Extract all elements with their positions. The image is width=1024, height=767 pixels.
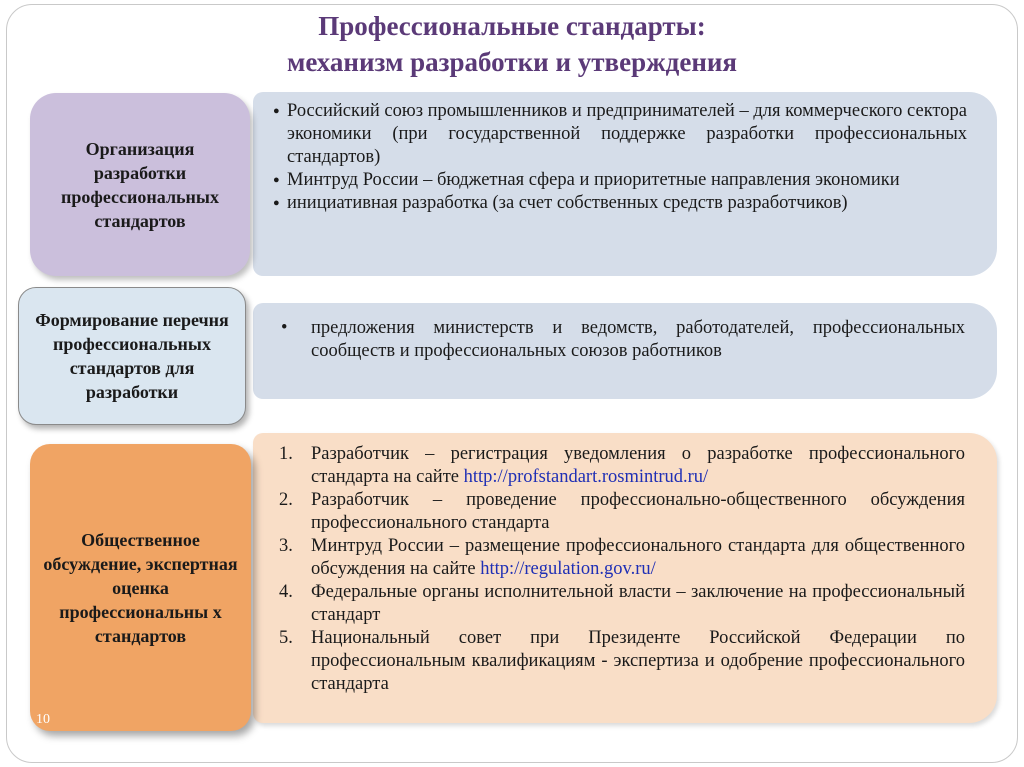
step-text: Разработчик – проведение профессионально-общественного обсуждения профессионального стандарта bbox=[311, 490, 965, 533]
discussion-content-panel bbox=[253, 433, 997, 723]
title-line-1: Профессиональные стандарты: bbox=[318, 11, 706, 41]
step-item bbox=[279, 581, 965, 627]
step-text: Федеральные органы исполнительной власти – заключение на профессиональный стандарт bbox=[311, 582, 965, 625]
step-number: 5. bbox=[279, 628, 293, 648]
discussion-steps-list bbox=[279, 443, 965, 696]
list-formation-list bbox=[279, 317, 965, 363]
organization-list bbox=[267, 100, 967, 215]
list-formation-content-panel bbox=[253, 303, 997, 399]
step-number: 1. bbox=[279, 444, 293, 464]
regulation-link[interactable]: http://regulation.gov.ru/ bbox=[480, 559, 656, 579]
list-item bbox=[267, 100, 967, 169]
step-item bbox=[279, 535, 965, 581]
step-text: Минтруд России – размещение профессионального стандарта для общественного обсуждения на сайте bbox=[311, 536, 965, 579]
list-formation-label-box bbox=[18, 287, 246, 425]
organization-label: Организация разработки профессиональных стандартов bbox=[61, 138, 219, 231]
step-number: 3. bbox=[279, 536, 293, 556]
bullet-icon: ● bbox=[273, 197, 280, 209]
list-item-text: Минтруд России – бюджетная сфера и приоритетные направления экономики bbox=[287, 170, 900, 190]
bullet-icon: ● bbox=[273, 105, 280, 117]
step-item bbox=[279, 627, 965, 696]
step-item bbox=[279, 443, 965, 489]
step-item bbox=[279, 489, 965, 535]
profstandart-link[interactable]: http://profstandart.rosmintrud.ru/ bbox=[463, 467, 709, 487]
title-line-2: механизм разработки и утверждения bbox=[286, 47, 738, 77]
list-item bbox=[267, 192, 967, 215]
slide-title bbox=[0, 8, 1024, 80]
list-item-text: Российский союз промышленников и предпринимателей – для коммерческого сектора экономики (при государственной поддержке разработки профессиональных стандартов) bbox=[287, 101, 967, 167]
list-item-text: предложения министерств и ведомств, работодателей, профессиональных сообществ и профессиональных союзов работников bbox=[311, 318, 965, 361]
list-item-text: инициативная разработка (за счет собственных средств разработчиков) bbox=[287, 193, 848, 213]
step-text: Разработчик – регистрация уведомления о разработке профессионального стандарта на сайте bbox=[311, 444, 965, 487]
list-formation-label: Формирование перечня профессиональных стандартов для разработки bbox=[35, 310, 229, 402]
bullet-icon: ● bbox=[273, 174, 280, 186]
bullet-icon: • bbox=[281, 318, 288, 338]
organization-content-panel bbox=[253, 92, 997, 276]
step-number: 2. bbox=[279, 490, 293, 510]
slide-number: 10 bbox=[36, 712, 50, 727]
discussion-label-box bbox=[30, 444, 251, 731]
list-item bbox=[267, 169, 967, 192]
list-item bbox=[279, 317, 965, 363]
discussion-label: Общественное обсуждение, экспертная оценка профессиональны х стандартов bbox=[43, 529, 238, 646]
step-text: Национальный совет при Президенте Российской Федерации по профессиональным квалификациям - экспертиза и одобрение профессионального стандарта bbox=[311, 628, 965, 694]
organization-label-box bbox=[30, 93, 250, 276]
step-number: 4. bbox=[279, 582, 293, 602]
